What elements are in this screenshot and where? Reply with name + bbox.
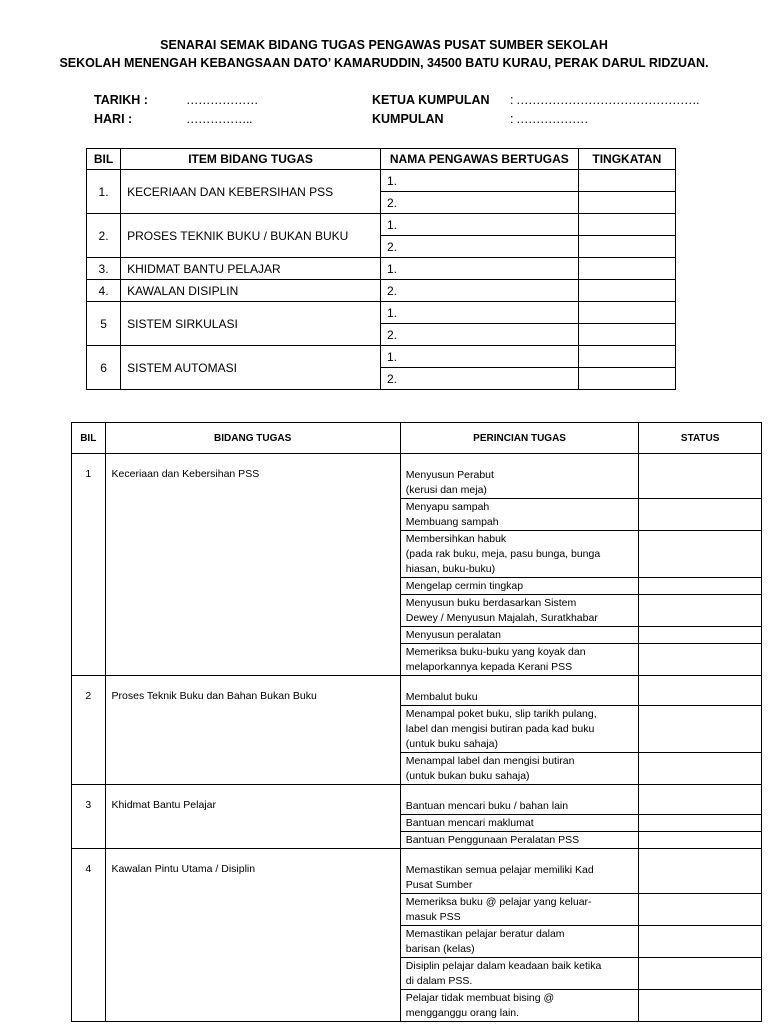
- row-item: KHIDMAT BANTU PELAJAR: [121, 258, 381, 280]
- task-line: label dan mengisi butiran pada kad buku: [405, 723, 595, 735]
- status-cell[interactable]: [639, 785, 762, 815]
- task-line: mengganggu orang lain.: [405, 1007, 520, 1019]
- task-detail-cell: [400, 676, 639, 706]
- duty-roster-table: [86, 148, 676, 390]
- group-bidang-tugas: Khidmat Bantu Pelajar: [105, 785, 400, 849]
- kumpulan-label: KUMPULAN: [372, 112, 444, 126]
- hari-label: HARI :: [94, 112, 133, 126]
- status-cell[interactable]: [639, 832, 762, 849]
- task-detail-body: [72, 454, 762, 1022]
- tingkatan-cell[interactable]: [578, 170, 675, 192]
- row-item: KECERIAAN DAN KEBERSIHAN PSS: [121, 170, 381, 214]
- task-detail-cell: [400, 578, 639, 595]
- status-cell[interactable]: [639, 753, 762, 785]
- task-detail-cell: [400, 815, 639, 832]
- row-item: PROSES TEKNIK BUKU / BUKAN BUKU: [121, 214, 381, 258]
- status-cell[interactable]: [639, 531, 762, 578]
- group-bil: 1: [72, 454, 106, 676]
- status-cell[interactable]: [639, 706, 762, 753]
- status-cell[interactable]: [639, 990, 762, 1022]
- task-detail-cell: [400, 644, 639, 676]
- task-line: Menyapu sampah: [405, 501, 490, 513]
- status-cell[interactable]: [639, 926, 762, 958]
- task-line: Bantuan Penggunaan Peralatan PSS: [405, 834, 580, 846]
- col-item-bidang-tugas: ITEM BIDANG TUGAS: [121, 149, 381, 170]
- table-row: [72, 676, 762, 706]
- tarikh-label: TARIKH :: [94, 93, 148, 107]
- group-bil: 4: [72, 849, 106, 1022]
- table-header-row: [87, 149, 676, 170]
- group-bil: 3: [72, 785, 106, 849]
- hari-value: ……………..: [186, 112, 252, 126]
- status-cell[interactable]: [639, 578, 762, 595]
- task-line: Bantuan mencari maklumat: [405, 817, 534, 829]
- row-bil: 1.: [87, 170, 121, 214]
- task-line: (untuk bukan buku sahaja): [405, 770, 530, 782]
- pengawas-name-cell[interactable]: 1.: [380, 214, 578, 236]
- group-bil: 2: [72, 676, 106, 785]
- status-cell[interactable]: [639, 958, 762, 990]
- task-detail-cell: [400, 894, 639, 926]
- task-detail-cell: [400, 832, 639, 849]
- ketua-kumpulan-value: : ……………………………………….: [510, 93, 699, 107]
- task-detail-table: [71, 422, 762, 1022]
- tingkatan-cell[interactable]: [578, 192, 675, 214]
- col-bidang-tugas: BIDANG TUGAS: [105, 423, 400, 454]
- status-cell[interactable]: [639, 815, 762, 832]
- pengawas-name-cell[interactable]: 2.: [380, 192, 578, 214]
- tingkatan-cell[interactable]: [578, 258, 675, 280]
- task-detail-cell: [400, 753, 639, 785]
- col-tingkatan: TINGKATAN: [578, 149, 675, 170]
- status-cell[interactable]: [639, 595, 762, 627]
- row-item: SISTEM SIRKULASI: [121, 302, 381, 346]
- col-nama-pengawas: NAMA PENGAWAS BERTUGAS: [380, 149, 578, 170]
- group-bidang-tugas: Proses Teknik Buku dan Bahan Bukan Buku: [105, 676, 400, 785]
- task-line: Membalut buku: [405, 691, 478, 703]
- group-bidang-tugas: Keceriaan dan Kebersihan PSS: [105, 454, 400, 676]
- task-detail-cell: [400, 990, 639, 1022]
- task-line: Menampal poket buku, slip tarikh pulang,: [405, 708, 597, 720]
- table-row: [72, 454, 762, 499]
- pengawas-name-cell[interactable]: 1.: [380, 346, 578, 368]
- col-perincian-tugas: PERINCIAN TUGAS: [400, 423, 639, 454]
- task-line: masuk PSS: [405, 911, 461, 923]
- task-line: (untuk buku sahaja): [405, 738, 499, 750]
- task-line: Menyusun buku berdasarkan Sistem: [405, 597, 577, 609]
- col-bil: BIL: [72, 423, 106, 454]
- tingkatan-cell[interactable]: [578, 280, 675, 302]
- task-detail-cell: [400, 706, 639, 753]
- task-line: Membersihkan habuk: [405, 533, 507, 545]
- task-line: (kerusi dan meja): [405, 484, 487, 496]
- task-line: Menyusun Perabut: [405, 469, 494, 481]
- school-name: SEKOLAH MENENGAH KEBANGSAAN DATO’ KAMARUDDIN, 34500 BATU KURAU, PERAK DARUL RIDZUAN.: [59, 56, 709, 70]
- task-line: Menampal label dan mengisi butiran: [405, 755, 575, 767]
- task-detail-cell: [400, 499, 639, 531]
- task-detail-cell: [400, 595, 639, 627]
- ketua-kumpulan-label: KETUA KUMPULAN: [372, 93, 490, 107]
- task-line: melaporkannya kepada Kerani PSS: [405, 661, 573, 673]
- row-item: SISTEM AUTOMASI: [121, 346, 381, 390]
- table-row: [72, 849, 762, 894]
- tingkatan-cell[interactable]: [578, 214, 675, 236]
- tingkatan-cell[interactable]: [578, 346, 675, 368]
- table-row: [87, 214, 676, 236]
- task-detail-cell: [400, 454, 639, 499]
- task-line: Pelajar tidak membuat bising @: [405, 992, 555, 1004]
- table-row: [87, 302, 676, 324]
- task-line: Dewey / Menyusun Majalah, Suratkhabar: [405, 612, 598, 624]
- table-header-row: [72, 423, 762, 454]
- task-line: Memeriksa buku-buku yang koyak dan: [405, 646, 586, 658]
- task-line: di dalam PSS.: [405, 975, 473, 987]
- row-bil: 6: [87, 346, 121, 390]
- col-bil: BIL: [87, 149, 121, 170]
- pengawas-name-cell[interactable]: 2.: [380, 236, 578, 258]
- row-item: KAWALAN DISIPLIN: [121, 280, 381, 302]
- task-line: Mengelap cermin tingkap: [405, 580, 524, 592]
- tingkatan-cell[interactable]: [578, 302, 675, 324]
- table-row: [72, 785, 762, 815]
- status-cell[interactable]: [639, 849, 762, 894]
- task-detail-cell: [400, 849, 639, 894]
- task-line: Memastikan semua pelajar memiliki Kad: [405, 864, 594, 876]
- status-cell[interactable]: [639, 499, 762, 531]
- pengawas-name-cell[interactable]: 2.: [380, 324, 578, 346]
- status-cell[interactable]: [639, 894, 762, 926]
- pengawas-name-cell[interactable]: 2.: [380, 280, 578, 302]
- table-row: [87, 170, 676, 192]
- task-line: Menyusun peralatan: [405, 629, 501, 641]
- task-detail-cell: [400, 926, 639, 958]
- document-title: SENARAI SEMAK BIDANG TUGAS PENGAWAS PUSAT SUMBER SEKOLAH: [160, 38, 608, 52]
- pengawas-name-cell[interactable]: 1.: [380, 170, 578, 192]
- tingkatan-cell[interactable]: [578, 324, 675, 346]
- task-detail-cell: [400, 958, 639, 990]
- task-line: Membuang sampah: [405, 516, 499, 528]
- status-cell[interactable]: [639, 454, 762, 499]
- task-line: (pada rak buku, meja, pasu bunga, bunga: [405, 548, 601, 560]
- task-line: Bantuan mencari buku / bahan lain: [405, 800, 569, 812]
- task-line: Disiplin pelajar dalam keadaan baik ketika: [405, 960, 602, 972]
- task-line: barisan (kelas): [405, 943, 475, 955]
- row-bil: 5: [87, 302, 121, 346]
- tingkatan-cell[interactable]: [578, 236, 675, 258]
- status-cell[interactable]: [639, 676, 762, 706]
- pengawas-name-cell[interactable]: 2.: [380, 368, 578, 390]
- group-bidang-tugas: Kawalan Pintu Utama / Disiplin: [105, 849, 400, 1022]
- row-bil: 4.: [87, 280, 121, 302]
- task-detail-cell: [400, 627, 639, 644]
- tingkatan-cell[interactable]: [578, 368, 675, 390]
- status-cell[interactable]: [639, 644, 762, 676]
- task-line: hiasan, buku-buku): [405, 563, 496, 575]
- task-detail-cell: [400, 785, 639, 815]
- task-line: Memeriksa buku @ pelajar yang keluar-: [405, 896, 592, 908]
- task-line: Memastikan pelajar beratur dalam: [405, 928, 565, 940]
- table-row: [87, 280, 676, 302]
- task-line: Pusat Sumber: [405, 879, 473, 891]
- table-row: [87, 258, 676, 280]
- tarikh-value: ………………: [186, 93, 258, 107]
- row-bil: 3.: [87, 258, 121, 280]
- row-bil: 2.: [87, 214, 121, 258]
- col-status: STATUS: [639, 423, 762, 454]
- pengawas-name-cell[interactable]: 1.: [380, 302, 578, 324]
- kumpulan-value: : ………………: [510, 112, 588, 126]
- duty-roster-body: [87, 170, 676, 390]
- pengawas-name-cell[interactable]: 1.: [380, 258, 578, 280]
- status-cell[interactable]: [639, 627, 762, 644]
- table-row: [87, 346, 676, 368]
- task-detail-cell: [400, 531, 639, 578]
